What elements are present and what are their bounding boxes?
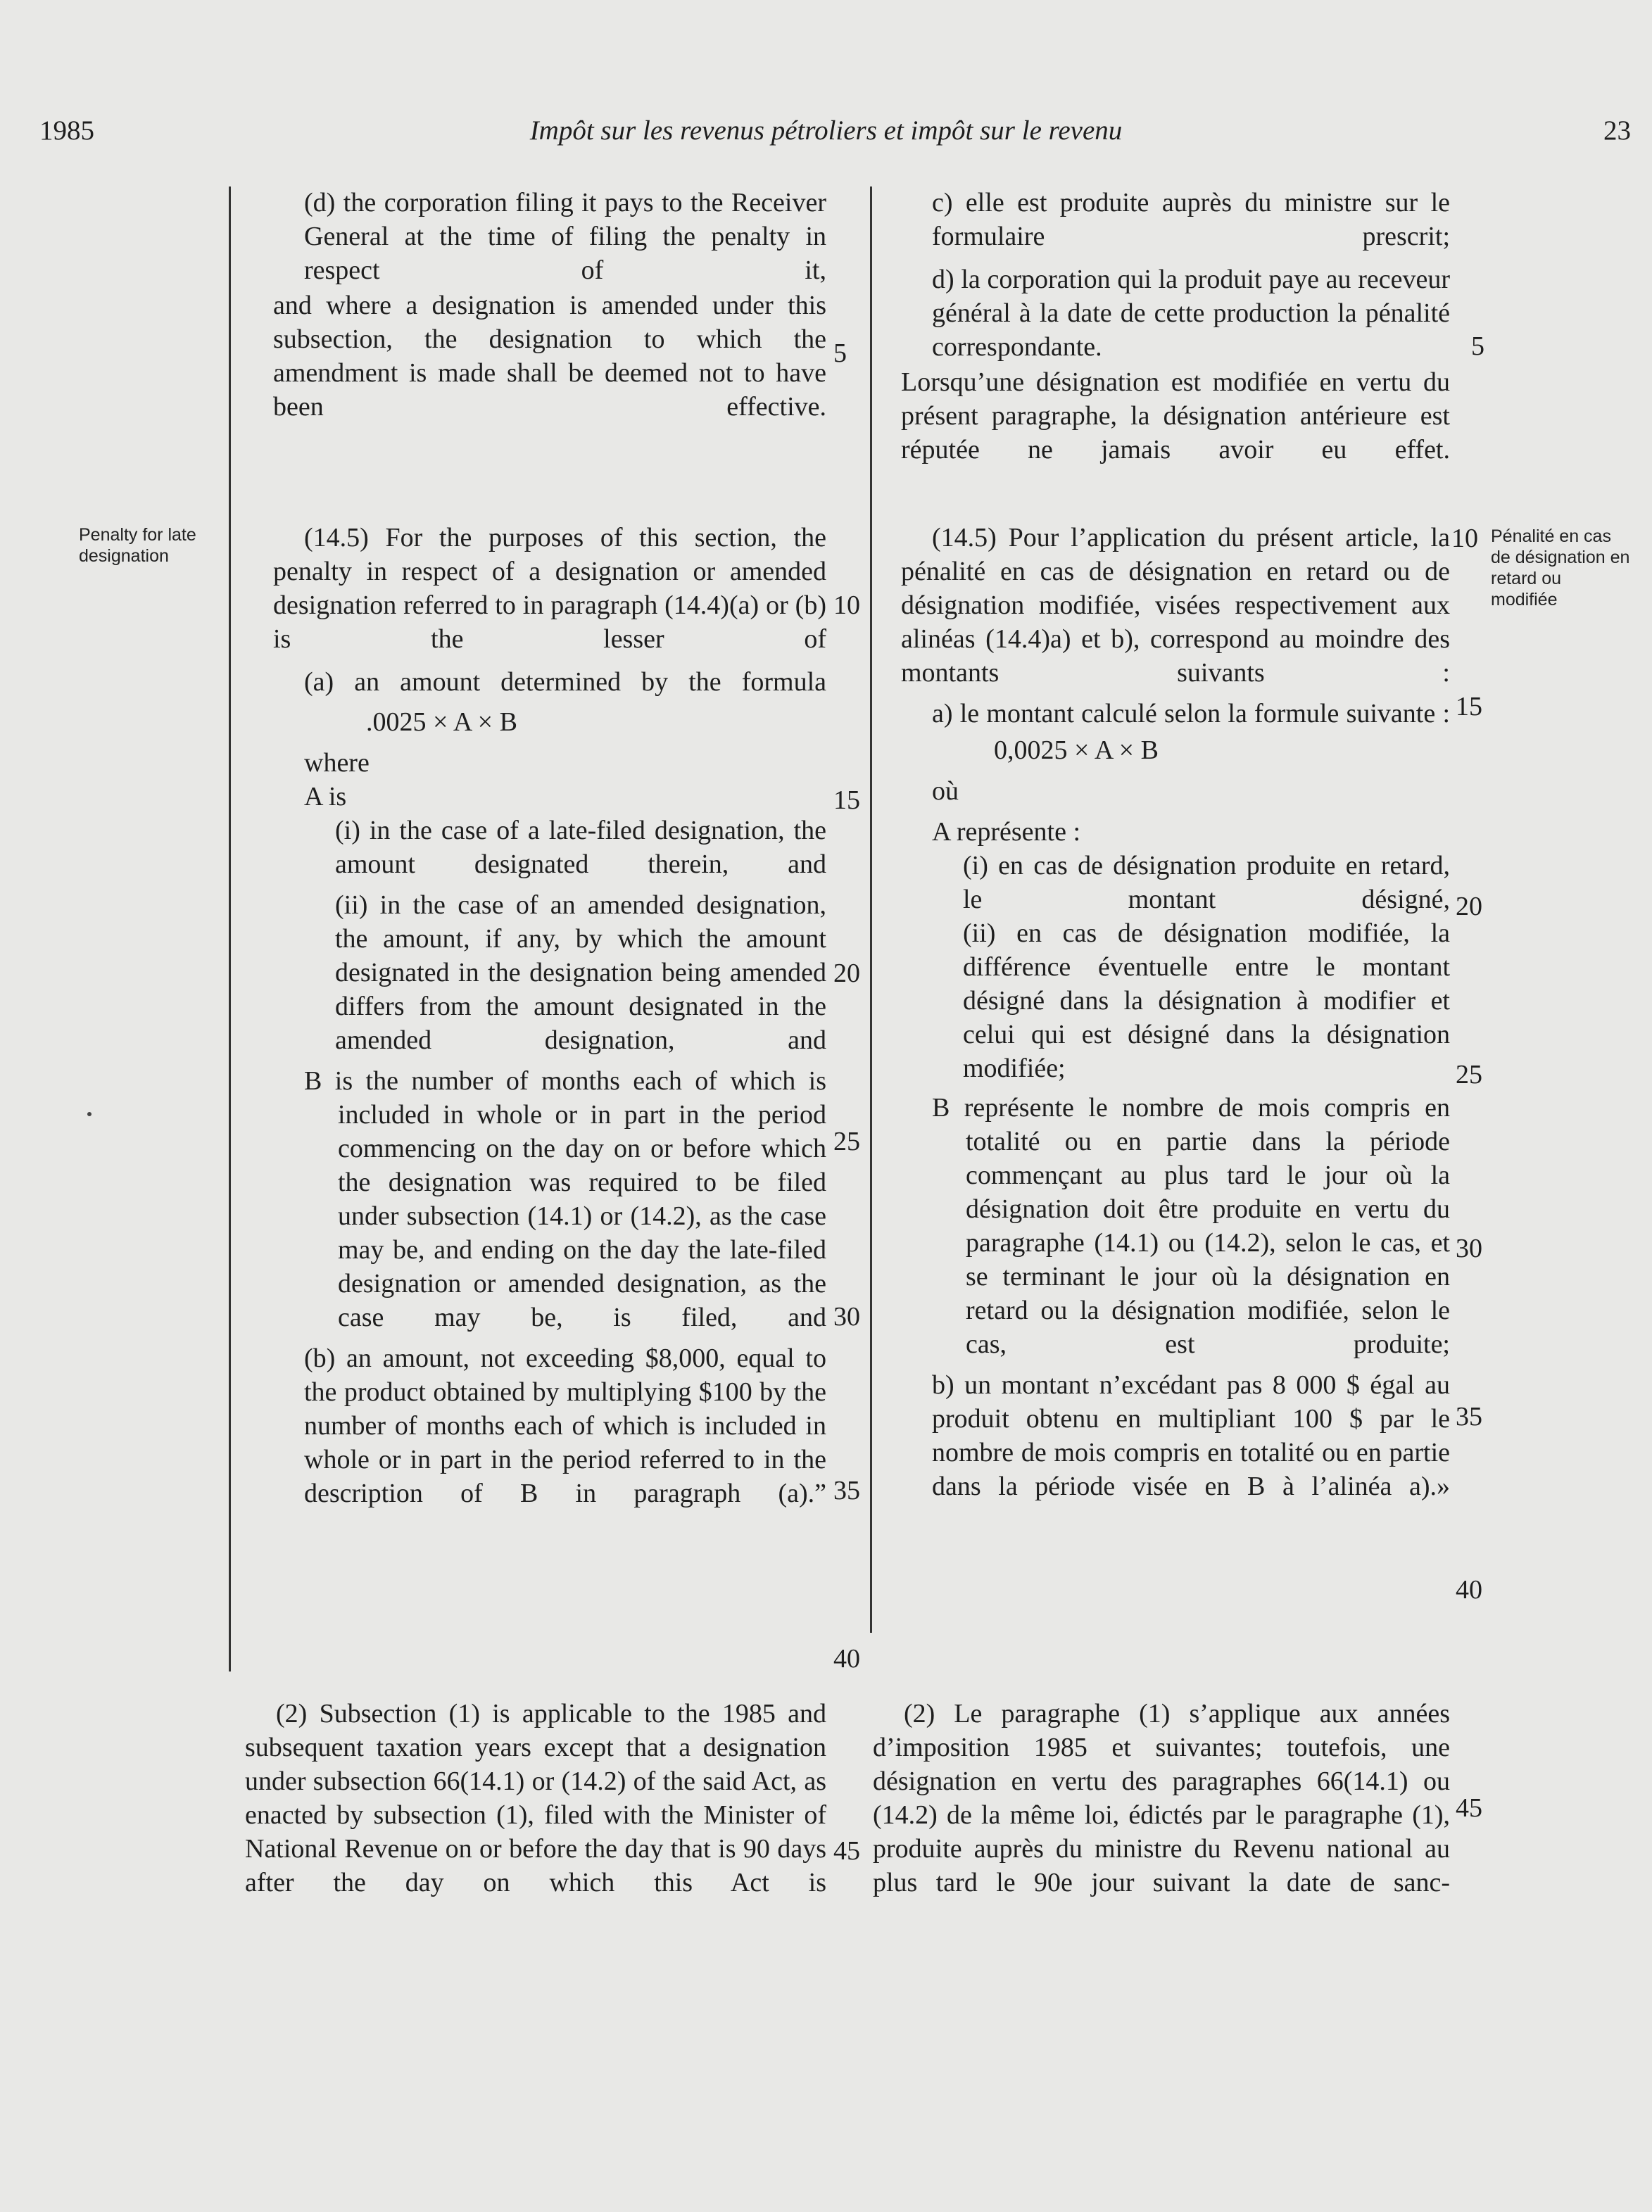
french-column [901,186,1450,467]
fr-formula: 0,0025 × A × B [994,735,1159,765]
center-column-rule [870,187,872,1633]
french-section-14-5 [901,521,1450,1503]
en-line-30: 30 [833,1302,860,1332]
en-para-a: (a) an amount determined by the formula [304,667,826,697]
fr-B: B représente le nombre de mois compris en totalité ou en partie dans la période commençant au plus tard le jour où la désignation doit être produite en vertu du paragraphe (14.1) ou (14.2), selon le cas, et se terminant le jour où la désignation en retard ou la désignation modifiée, selon le cas, est produite; [932,1093,1450,1359]
fr-line-10: 10 [1451,524,1478,553]
english-column [273,186,826,424]
margin-note-fr: Pénalité en cas de désignation en retard ou modifiée [1491,526,1630,609]
en-where: where [304,748,370,778]
en-closing: and where a designation is amended under this subsection, the designation to which the amendment is made shall be deemed not to have been effective. [273,291,826,422]
margin-dot [87,1112,92,1116]
en-line-25: 25 [833,1127,860,1156]
fr-s2: (2) Le paragraphe (1) s’applique aux années d’imposition 1985 et suivantes; toutefois, une désignation en vertu des paragraphes 66(14.1) ou (14.2) de la même loi, édictés par le paragraphe (1), produite auprès du ministre du Revenu national au plus tard le 90e jour suivant la date de sanc- [873,1699,1450,1897]
en-line-5: 5 [833,339,847,368]
fr-para-b: b) un montant n’excédant pas 8 000 $ égal au produit obtenu en multipliant 100 $ par le nombre de mois compris en totalité ou en partie dans la période visée en B à l’alinéa a).» [932,1370,1450,1501]
en-A-is: A is [304,782,347,811]
fr-A: A représente : [932,817,1081,847]
page-number: 23 [1603,115,1631,146]
fr-line-30: 30 [1456,1234,1482,1263]
fr-closing: Lorsqu’une désignation est modifiée en vertu du présent paragraphe, la désignation antérieure est réputée ne jamais avoir eu effet. [901,367,1450,464]
fr-line-35: 35 [1456,1402,1482,1432]
fr-ou: où [932,776,959,806]
en-line-10: 10 [833,590,860,620]
en-line-40: 40 [833,1644,860,1674]
en-B: B is the number of months each of which is included in whole or in part in the period commencing on the day on or before which the designation was required to be filed under subsection (14.1) or (14.2), as the case may be, and ending on the day the late-filed designation or amended designation, as the case may be, is filed, and [304,1066,826,1332]
en-line-15: 15 [833,785,860,815]
en-para-b: (b) an amount, not exceeding $8,000, equal to the product obtained by multiplying $100 by the number of months each of which is included in whole or in part in the period referred to in the description of B in paragraph (a).” [304,1344,826,1508]
fr-line-20: 20 [1456,892,1482,921]
fr-line-45: 45 [1456,1793,1482,1823]
english-subsection-2 [245,1697,826,1900]
en-line-20: 20 [833,959,860,988]
en-line-45: 45 [833,1836,860,1866]
fr-A-i: (i) en cas de désignation produite en retard, le montant désigné, [963,851,1450,914]
fr-line-25: 25 [1456,1060,1482,1089]
english-section-14-5 [273,521,826,1510]
fr-line-40: 40 [1456,1575,1482,1605]
year: 1985 [39,115,94,146]
margin-note-en: Penalty for late designation [79,525,196,566]
en-line-35: 35 [833,1476,860,1505]
en-A-i: (i) in the case of a late-filed designation, the amount designated therein, and [335,816,826,879]
en-formula: .0025 × A × B [366,707,517,737]
fr-line-5: 5 [1471,331,1484,361]
fr-A-ii: (ii) en cas de désignation modifiée, la différence éventuelle entre le montant désigné dans la désignation à modifier et celui qui est désigné dans la désignation modifiée; [963,918,1450,1083]
fr-para-a: a) le montant calculé selon la formule suivante : [932,699,1450,728]
fr-para-c: c) elle est produite auprès du ministre sur le formulaire prescrit; [932,188,1450,251]
en-para-d: (d) the corporation filing it pays to the Receiver General at the time of filing the penalty in respect of it, [304,188,826,285]
en-A-ii: (ii) in the case of an amended designation, the amount, if any, by which the amount designated in the designation being amended differs from the amount designated in the amended designation, and [335,890,826,1055]
fr-para-d: d) la corporation qui la produit paye au receveur général à la date de cette production la pénalité correspondante. [932,265,1450,362]
french-subsection-2 [873,1697,1450,1900]
left-column-rule [229,187,231,1671]
en-s145-intro: (14.5) For the purposes of this section, the penalty in respect of a designation or amended designation referred to in paragraph (14.4)(a) or (b) is the lesser of [273,523,826,654]
fr-s145-intro: (14.5) Pour l’application du présent article, la pénalité en cas de désignation en retard ou de désignation modifiée, visées respectivement aux alinéas (14.4)a) et b), correspond au moindre des montants suivants : [901,523,1450,688]
running-title: Impôt sur les revenus pétroliers et impôt sur le revenu [529,115,1123,146]
fr-line-15: 15 [1456,692,1482,721]
en-s2: (2) Subsection (1) is applicable to the 1985 and subsequent taxation years except that a designation under subsection 66(14.1) or (14.2) of the said Act, as enacted by subsection (1), filed with the Minister of National Revenue on or before the day that is 90 days after the day on which this Act is [245,1699,826,1897]
